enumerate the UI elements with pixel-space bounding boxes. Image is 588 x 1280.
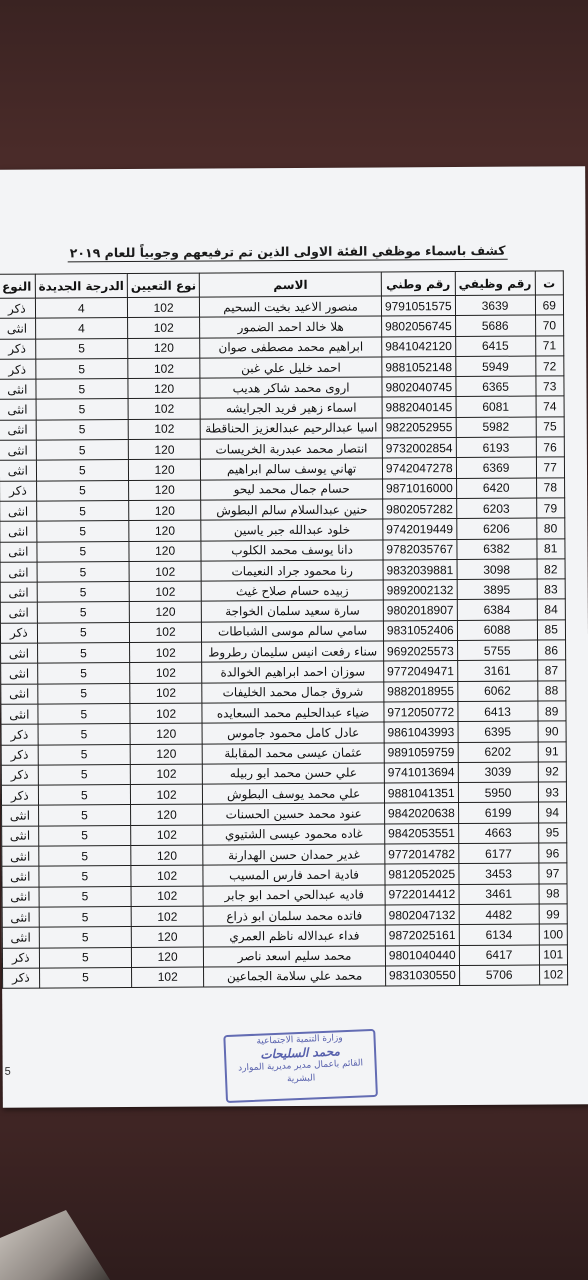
cell-no: 88	[537, 680, 566, 700]
cell-new-grade: 5	[37, 582, 129, 603]
table-header-row	[0, 271, 563, 298]
cell-national-no: 9772014782	[385, 844, 459, 865]
cell-no: 82	[537, 559, 566, 579]
header-national-no: رقم وطني	[381, 272, 455, 296]
cell-job-no: 6384	[457, 599, 537, 620]
cell-new-grade: 5	[39, 947, 131, 968]
cell-appointment-type: 120	[131, 804, 203, 825]
cell-national-no: 9832039881	[383, 559, 457, 580]
cell-gender: ذكر	[1, 745, 38, 766]
cell-appointment-type: 120	[128, 459, 200, 480]
cell-gender: انثى	[2, 805, 39, 826]
cell-national-no: 9791051575	[381, 296, 455, 317]
cell-new-grade: 5	[36, 419, 128, 440]
cell-job-no: 6206	[456, 518, 536, 539]
employees-table	[0, 270, 568, 989]
cell-no: 100	[539, 924, 568, 944]
cell-no: 98	[539, 883, 568, 903]
cell-appointment-type: 120	[131, 845, 203, 866]
cell-gender: انثى	[2, 907, 39, 928]
cell-name: محمد سليم اسعد ناصر	[204, 945, 386, 966]
cell-no: 78	[536, 478, 565, 498]
cell-gender: ذكر	[0, 359, 36, 380]
header-new-grade: الدرجة الجديدة	[35, 274, 127, 299]
cell-no: 85	[537, 620, 566, 640]
cell-national-no: 9872025161	[385, 925, 459, 946]
cell-job-no: 6199	[458, 802, 538, 823]
cell-national-no: 9861043993	[384, 722, 458, 743]
cell-no: 99	[539, 904, 568, 924]
cell-national-no: 9741013694	[384, 762, 458, 783]
cell-name: اسيا عبدالرحيم عبدالعزيز الحناقطة	[200, 418, 382, 439]
cell-name: ابراهيم محمد مصطفى صوان	[200, 337, 382, 358]
cell-national-no: 9882040145	[382, 397, 456, 418]
cell-national-no: 9802047132	[385, 904, 459, 925]
cell-new-grade: 5	[37, 602, 129, 623]
cell-national-no: 9712050772	[384, 701, 458, 722]
cell-job-no: 6202	[458, 742, 538, 763]
cell-appointment-type: 120	[129, 602, 201, 623]
cell-gender: انثى	[0, 542, 37, 563]
cell-name: زبيده حسام صلاح غيث	[201, 580, 383, 601]
stamp-signature: محمد السليحات	[260, 1044, 341, 1062]
cell-new-grade: 5	[36, 379, 128, 400]
cell-name: اسماء زهير فريد الجرايشه	[200, 397, 382, 418]
cell-gender: انثى	[1, 704, 38, 725]
cell-gender: ذكر	[0, 481, 36, 502]
cell-new-grade: 5	[38, 805, 130, 826]
cell-appointment-type: 120	[131, 926, 203, 947]
cell-job-no: 6177	[458, 843, 538, 864]
cell-new-grade: 4	[35, 318, 127, 339]
cell-name: انتصار محمد عبدربة الخريسات	[201, 438, 383, 459]
cell-new-grade: 5	[36, 440, 128, 461]
header-no: ت	[535, 271, 564, 295]
cell-job-no: 6088	[457, 620, 537, 641]
cell-gender: ذكر	[1, 724, 38, 745]
cell-no: 93	[538, 782, 567, 802]
cell-no: 101	[539, 944, 568, 964]
cell-new-grade: 5	[38, 724, 130, 745]
cell-gender: انثى	[0, 521, 37, 542]
cell-appointment-type: 120	[129, 500, 201, 521]
cell-gender: انثى	[1, 643, 38, 664]
cell-name: سارة سعيد سلمان الخواجة	[202, 600, 384, 621]
cell-national-no: 9802018907	[383, 600, 457, 621]
cell-name: عنود محمد حسين الحسنات	[203, 803, 385, 824]
cell-appointment-type: 120	[129, 520, 201, 541]
cell-no: 97	[538, 863, 567, 883]
cell-no: 73	[535, 376, 564, 396]
document-title: كشف باسماء موظفي الفئة الاولى الذين تم ترفيعهم وجوبياً للعام ٢٠١٩	[68, 243, 508, 263]
cell-no: 79	[536, 498, 565, 518]
cell-name: عادل كامل محمود جاموس	[202, 722, 384, 743]
cell-national-no: 9882018955	[384, 681, 458, 702]
cell-job-no: 6395	[458, 721, 538, 742]
cell-national-no: 9842053551	[385, 823, 459, 844]
cell-gender: ذكر	[2, 948, 39, 969]
cell-gender: انثى	[1, 684, 38, 705]
cell-job-no: 3453	[459, 863, 539, 884]
cell-no: 69	[535, 295, 564, 315]
cell-national-no: 9871016000	[382, 478, 456, 499]
cell-new-grade: 5	[37, 622, 129, 643]
cell-job-no: 6203	[456, 498, 536, 519]
cell-new-grade: 5	[36, 500, 128, 521]
cell-appointment-type: 102	[131, 865, 203, 886]
background-object	[0, 1210, 110, 1280]
cell-no: 71	[535, 335, 564, 355]
cell-national-no: 9742019449	[383, 519, 457, 540]
cell-appointment-type: 102	[130, 642, 202, 663]
cell-appointment-type: 102	[131, 825, 203, 846]
cell-gender: انثى	[2, 866, 39, 887]
cell-appointment-type: 102	[131, 886, 203, 907]
cell-appointment-type: 102	[129, 561, 201, 582]
cell-no: 77	[536, 457, 565, 477]
cell-no: 72	[535, 356, 564, 376]
cell-new-grade: 5	[39, 906, 131, 927]
cell-gender: ذكر	[0, 298, 35, 319]
cell-new-grade: 5	[38, 825, 130, 846]
cell-gender: انثى	[0, 379, 36, 400]
cell-job-no: 6365	[456, 376, 536, 397]
cell-name: محمد علي سلامة الجماعين	[204, 966, 386, 987]
cell-gender: انثى	[0, 460, 36, 481]
cell-name: هلا خالد احمد الضمور	[200, 316, 382, 337]
cell-appointment-type: 120	[130, 723, 202, 744]
cell-job-no: 3098	[457, 559, 537, 580]
cell-gender: انثى	[0, 501, 36, 522]
cell-name: فادية احمد فارس المسيب	[203, 864, 385, 885]
cell-appointment-type: 102	[130, 764, 202, 785]
cell-new-grade: 5	[37, 663, 129, 684]
cell-name: غاده محمود عيسى الشتيوي	[203, 824, 385, 845]
cell-appointment-type: 102	[130, 683, 202, 704]
cell-national-no: 9842020638	[384, 803, 458, 824]
stamp-ministry: وزارة التنمية الاجتماعية	[256, 1033, 343, 1047]
cell-no: 84	[537, 599, 566, 619]
cell-national-no: 9891059759	[384, 742, 458, 763]
cell-no: 102	[539, 965, 568, 985]
cell-name: احمد خليل علي غبن	[200, 357, 382, 378]
cell-name: ضياء عبدالحليم محمد السعايده	[202, 702, 384, 723]
cell-no: 94	[538, 802, 567, 822]
cell-name: علي حسن محمد ابو ربيله	[203, 763, 385, 784]
cell-new-grade: 5	[38, 703, 130, 724]
cell-new-grade: 5	[35, 358, 127, 379]
cell-appointment-type: 102	[130, 662, 202, 683]
cell-national-no: 9802057282	[383, 498, 457, 519]
cell-new-grade: 5	[36, 399, 128, 420]
cell-new-grade: 5	[39, 866, 131, 887]
cell-national-no: 9831052406	[383, 620, 457, 641]
cell-gender: ذكر	[0, 623, 37, 644]
cell-national-no: 9801040440	[385, 945, 459, 966]
cell-new-grade: 4	[35, 298, 127, 319]
cell-appointment-type: 102	[128, 399, 200, 420]
cell-job-no: 5706	[459, 965, 539, 986]
cell-national-no: 9802056745	[381, 316, 455, 337]
cell-name: علي محمد يوسف البطوش	[203, 783, 385, 804]
table-row	[3, 965, 568, 989]
cell-national-no: 9881041351	[384, 783, 458, 804]
cell-no: 91	[538, 741, 567, 761]
cell-gender: انثى	[0, 582, 37, 603]
cell-appointment-type: 102	[131, 906, 203, 927]
cell-job-no: 6413	[458, 701, 538, 722]
cell-national-no: 9881052148	[382, 356, 456, 377]
cell-job-no: 5686	[455, 315, 535, 336]
cell-job-no: 3639	[455, 295, 535, 316]
cell-national-no: 9732002854	[382, 438, 456, 459]
cell-new-grade: 5	[36, 480, 128, 501]
cell-job-no: 6062	[457, 681, 537, 702]
cell-gender: ذكر	[3, 968, 40, 989]
cell-name: حسام جمال محمد ليحو	[201, 479, 383, 500]
cell-appointment-type: 102	[127, 297, 199, 318]
cell-national-no: 9892002132	[383, 580, 457, 601]
cell-job-no: 6134	[459, 924, 539, 945]
cell-no: 87	[537, 660, 566, 680]
cell-gender: انثى	[2, 887, 39, 908]
stamp-title: القائم باعمال مدير مديرية الموارد البشرية	[238, 1058, 364, 1085]
cell-national-no: 9742047278	[382, 458, 456, 479]
cell-job-no: 5982	[456, 417, 536, 438]
cell-job-no: 6081	[456, 397, 536, 418]
cell-gender: انثى	[2, 826, 39, 847]
cell-new-grade: 5	[36, 521, 128, 542]
cell-job-no: 6420	[456, 478, 536, 499]
cell-name: سامي سالم موسى الشباطات	[202, 621, 384, 642]
cell-new-grade: 5	[37, 541, 129, 562]
cell-job-no: 6417	[459, 945, 539, 966]
document-page	[0, 166, 588, 1108]
cell-job-no: 6369	[456, 457, 536, 478]
cell-national-no: 9841042120	[382, 336, 456, 357]
cell-appointment-type: 120	[129, 480, 201, 501]
cell-appointment-type: 102	[130, 784, 202, 805]
cell-new-grade: 5	[36, 460, 128, 481]
cell-job-no: 3161	[457, 660, 537, 681]
cell-job-no: 5949	[455, 356, 535, 377]
cell-new-grade: 5	[39, 927, 131, 948]
cell-no: 80	[536, 518, 565, 538]
header-name: الاسم	[200, 272, 382, 297]
cell-appointment-type: 120	[130, 744, 202, 765]
cell-name: فاديه عبدالحي احمد ابو جابر	[203, 885, 385, 906]
cell-name: منصور الاعيد بخيت السحيم	[200, 296, 382, 317]
cell-appointment-type: 102	[129, 581, 201, 602]
cell-appointment-type: 102	[132, 967, 204, 988]
cell-job-no: 3039	[458, 762, 538, 783]
cell-gender: انثى	[2, 927, 39, 948]
cell-appointment-type: 120	[131, 947, 203, 968]
cell-gender: انثى	[1, 663, 38, 684]
cell-new-grade: 5	[39, 967, 131, 988]
cell-appointment-type: 120	[128, 338, 200, 359]
cell-new-grade: 5	[38, 764, 130, 785]
cell-name: رنا محمود جراد النعيمات	[201, 560, 383, 581]
cell-no: 75	[536, 417, 565, 437]
cell-appointment-type: 102	[128, 317, 200, 338]
cell-no: 74	[536, 396, 565, 416]
cell-job-no: 3461	[459, 884, 539, 905]
header-job-no: رقم وظيفي	[455, 271, 535, 295]
cell-national-no: 9692025573	[383, 641, 457, 662]
cell-new-grade: 5	[38, 785, 130, 806]
cell-no: 86	[537, 640, 566, 660]
cell-no: 92	[538, 762, 567, 782]
cell-appointment-type: 120	[128, 378, 200, 399]
cell-gender: انثى	[0, 420, 36, 441]
header-gender: النوع	[0, 274, 35, 298]
cell-national-no: 9831030550	[385, 965, 459, 986]
cell-new-grade: 5	[37, 683, 129, 704]
cell-appointment-type: 102	[130, 703, 202, 724]
cell-name: شروق جمال محمد الخليفات	[202, 682, 384, 703]
cell-appointment-type: 120	[128, 439, 200, 460]
cell-job-no: 3895	[457, 579, 537, 600]
cell-name: فاتده محمد سلمان ابو ذراع	[203, 905, 385, 926]
cell-gender: انثى	[2, 846, 39, 867]
page-number: 5	[4, 1065, 11, 1078]
cell-appointment-type: 120	[129, 541, 201, 562]
cell-new-grade: 5	[39, 886, 131, 907]
cell-appointment-type: 102	[128, 358, 200, 379]
cell-name: سوزان احمد ابراهيم الخوالدة	[202, 661, 384, 682]
header-appointment-type: نوع التعيين	[127, 273, 199, 297]
cell-job-no: 4663	[458, 823, 538, 844]
cell-new-grade: 5	[38, 744, 130, 765]
cell-no: 95	[538, 823, 567, 843]
cell-new-grade: 5	[35, 338, 127, 359]
cell-job-no: 5755	[457, 640, 537, 661]
cell-name: خلود عبدالله جبر ياسين	[201, 519, 383, 540]
cell-no: 83	[537, 579, 566, 599]
cell-gender: انثى	[0, 318, 35, 339]
cell-job-no: 6193	[456, 437, 536, 458]
cell-new-grade: 5	[38, 846, 130, 867]
cell-name: حنين عبدالسلام سالم البطوش	[201, 499, 383, 520]
cell-national-no: 9802040745	[382, 377, 456, 398]
cell-national-no: 9822052955	[382, 417, 456, 438]
cell-gender: انثى	[0, 562, 37, 583]
cell-job-no: 4482	[459, 904, 539, 925]
cell-name: عثمان عيسى محمد المقابلة	[202, 742, 384, 763]
cell-job-no: 6382	[457, 539, 537, 560]
cell-gender: انثى	[0, 440, 36, 461]
cell-name: غدير حمدان حسن الهدارنة	[203, 844, 385, 865]
cell-gender: ذكر	[1, 785, 38, 806]
cell-job-no: 5950	[458, 782, 538, 803]
cell-name: دانا يوسف محمد الكلوب	[201, 540, 383, 561]
cell-new-grade: 5	[37, 643, 129, 664]
cell-new-grade: 5	[37, 561, 129, 582]
cell-appointment-type: 102	[129, 622, 201, 643]
cell-national-no: 9812052025	[385, 864, 459, 885]
cell-job-no: 6415	[455, 336, 535, 357]
cell-gender: ذكر	[0, 339, 35, 360]
cell-no: 76	[536, 437, 565, 457]
official-stamp	[223, 1029, 378, 1103]
cell-national-no: 9772049471	[384, 661, 458, 682]
cell-no: 81	[536, 538, 565, 558]
cell-no: 96	[538, 843, 567, 863]
cell-gender: انثى	[0, 603, 37, 624]
cell-name: سناء رفعت انيس سليمان رطروط	[202, 641, 384, 662]
cell-no: 90	[538, 721, 567, 741]
cell-national-no: 9722014412	[385, 884, 459, 905]
cell-national-no: 9782035767	[383, 539, 457, 560]
cell-name: فداء عبدالاله ناظم العمري	[204, 925, 386, 946]
cell-gender: ذكر	[1, 765, 38, 786]
cell-name: تهاني يوسف سالم ابراهيم	[201, 458, 383, 479]
cell-no: 89	[537, 701, 566, 721]
cell-no: 70	[535, 315, 564, 335]
cell-appointment-type: 102	[128, 419, 200, 440]
cell-name: اروى محمد شاكر هديب	[200, 377, 382, 398]
cell-gender: انثى	[0, 400, 36, 421]
